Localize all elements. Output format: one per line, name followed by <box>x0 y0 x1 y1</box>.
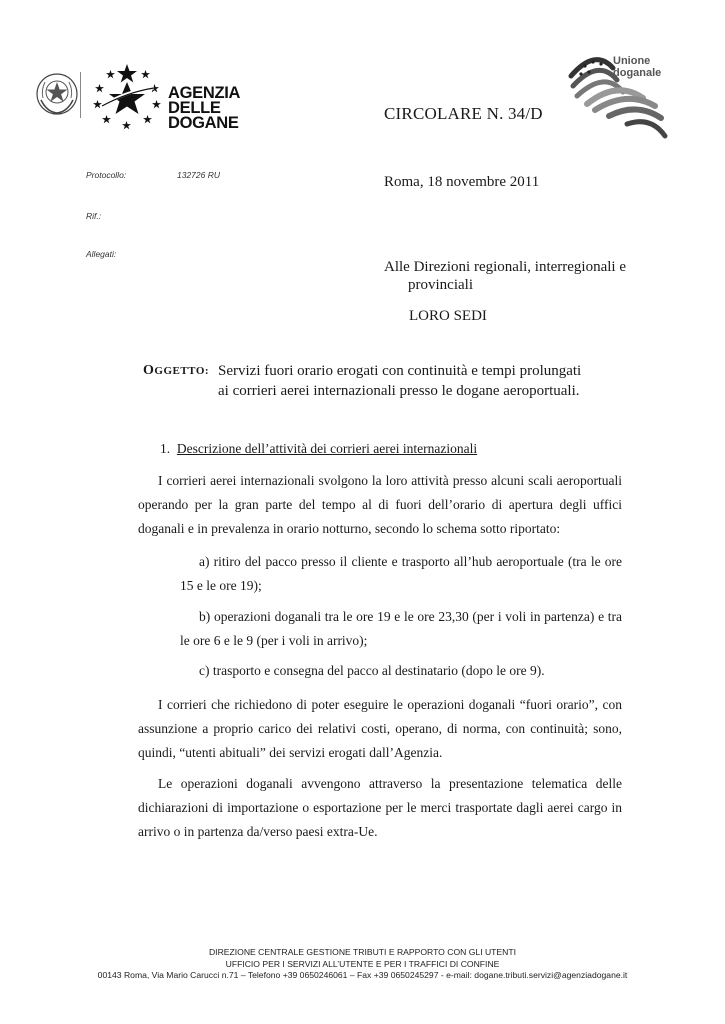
body-paragraph-2 <box>138 693 622 765</box>
rif-label: Rif.: <box>86 211 102 221</box>
agency-name-logo-text <box>168 86 240 131</box>
recipients-line-1: Alle Direzioni regionali, interregionali e <box>384 259 626 275</box>
recipients-block <box>384 258 639 294</box>
protocollo-label: Protocollo: <box>86 170 127 180</box>
agency-name-line-1: AGENZIA <box>168 84 241 102</box>
body-paragraph-3 <box>138 772 622 844</box>
body-paragraph-2-text: I corrieri che richiedono di poter eseguire le operazioni doganali “fuori orario”, con assunzione a proprio carico dei relativi costi, operano, di norma, con continuità; sono, quindi, “utenti abituali” dei servizi erogati dall’Agenzia. <box>138 697 622 760</box>
subject-text <box>218 361 628 401</box>
italian-emblem-icon <box>33 70 81 118</box>
section-heading <box>160 441 477 457</box>
subject-line-1: Servizi fuori orario erogati con continuità e tempi prolungati <box>218 363 582 379</box>
subject-line-2: ai corrieri aerei internazionali presso le dogane aeroportuali. <box>218 383 580 399</box>
agency-name-line-2: DELLE <box>168 99 221 117</box>
footer-line-3: 00143 Roma, Via Mario Carucci n.71 – Telefono +39 0650246061 – Fax +39 0650245297 - e-mail: dogane.tributi.servizi@agenziadogane.it <box>97 970 628 980</box>
subject-label <box>143 363 209 379</box>
date-line: Roma, 18 novembre 2011 <box>384 174 540 190</box>
logo-divider <box>80 72 81 118</box>
body-paragraph-3-text: Le operazioni doganali avvengono attraverso la presentazione telematica delle dichiarazioni di importazione o esportazione per le merci trasportate dagli aerei cargo in arrivo o in partenza da/verso paesi extra-Ue. <box>138 776 622 839</box>
section-number: 1. <box>160 441 171 456</box>
body-paragraph-1 <box>138 469 622 541</box>
circolare-number: CIRCOLARE N. 34/D <box>384 104 543 123</box>
unione-doganale-logo-text <box>613 55 661 79</box>
allegati-label: Allegati: <box>86 249 117 259</box>
list-item-a: a) ritiro del pacco presso il cliente e trasporto all’hub aeroportuale (tra le ore 15 e le ore 19); <box>180 554 622 593</box>
loro-sedi: LORO SEDI <box>409 308 487 324</box>
subject-label-rest: GGETTO: <box>154 365 210 377</box>
protocollo-value: 132726 RU <box>177 170 221 180</box>
list-item-c: c) trasporto e consegna del pacco al destinatario (dopo le ore 9). <box>199 663 545 678</box>
footer-line-2: UFFICIO PER I SERVIZI ALL’UTENTE E PER I TRAFFICI DI CONFINE <box>225 958 500 969</box>
agency-star-logo-icon <box>88 60 166 132</box>
unione-line-1: Unione <box>613 55 651 67</box>
body-paragraph-1-text: I corrieri aerei internazionali svolgono la loro attività presso alcuni scali aeroportuali operando per la gran parte del tempo al di fuori dell’orario di apertura degli uffici doganali e in prevalenza in orario notturno, secondo lo schema sotto riportato: <box>138 473 622 536</box>
agency-name-line-3: DOGANE <box>168 114 239 132</box>
list-item-b: b) operazioni doganali tra le ore 19 e le ore 23,30 (per i voli in partenza) e tra le ore 6 e le 9 (per i voli in arrivo); <box>180 609 622 648</box>
footer-line-1: DIREZIONE CENTRALE GESTIONE TRIBUTI E RAPPORTO CON GLI UTENTI <box>208 947 517 957</box>
recipients-line-2: provinciali <box>408 277 473 293</box>
subject-label-initial: O <box>143 363 155 378</box>
page-footer <box>0 947 725 982</box>
section-title: Descrizione dell’attività dei corrieri aerei internazionali <box>176 441 478 456</box>
unione-line-2: doganale <box>613 67 662 79</box>
